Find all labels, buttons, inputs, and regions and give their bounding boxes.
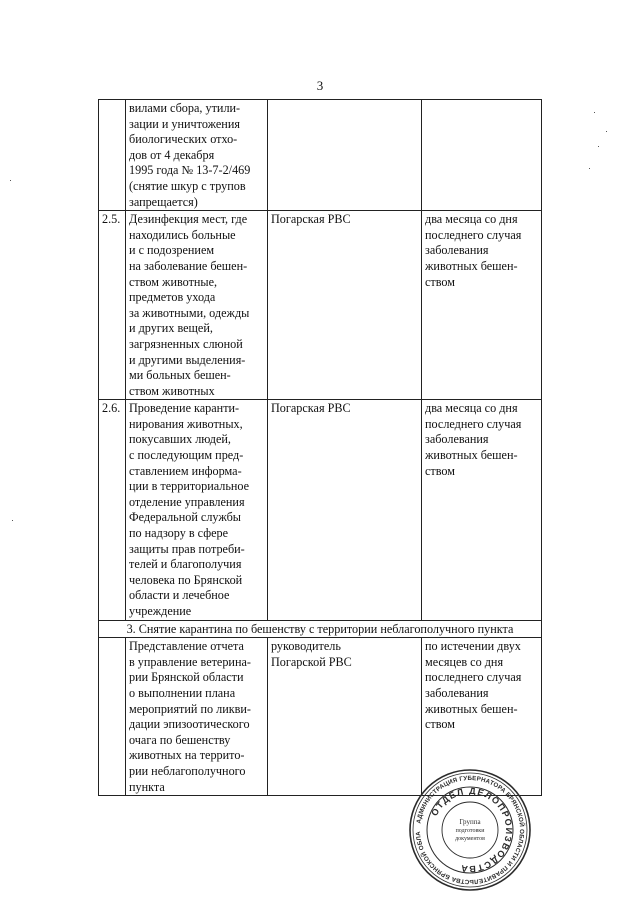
item-number: 2.6. — [99, 400, 126, 620]
seal-center-line: документов — [455, 836, 485, 842]
scan-speck — [10, 180, 11, 181]
seal-center-line: подготовки — [455, 828, 485, 834]
official-seal — [408, 768, 532, 892]
measures-table — [98, 99, 542, 796]
responsible-text: Погарская РВС — [268, 400, 422, 620]
action-text: Представление отчета в управление ветерина- рии Брянской области о выполнении плана мероприятий по ликви- дации эпизоотического очага по бешенству животных на террито- рии неблагополучного пункта — [126, 638, 268, 796]
item-number: 2.5. — [99, 211, 126, 400]
seal-center-line: Группа — [459, 818, 481, 826]
table-row — [99, 100, 542, 211]
action-text: Дезинфекция мест, где находились больные и с подозрением на заболевание бешен- ством животные, предметов ухода за животными, одежды и других вещей, загрязненных слюной и другими выделения- ми больных бешен- ством животных — [126, 211, 268, 400]
section-title: 3. Снятие карантина по бешенству с территории неблагополучного пункта — [99, 620, 542, 638]
action-text: Проведение каранти- нирования животных, покусавших людей, с последующим пред- ставлением информа- ции в территориальное отделение управления Федеральной службы по надзору в сфере защиты прав потреби- телей и благополучия человека по Брянской области и лечебное учреждение — [126, 400, 268, 620]
term-text: по истечении двух месяцев со дня последнего случая заболевания животных бешен- ством — [422, 638, 542, 796]
scan-speck — [12, 520, 13, 521]
scan-speck — [594, 112, 595, 113]
responsible-text: Погарская РВС — [268, 211, 422, 400]
responsible-text — [268, 100, 422, 211]
item-number — [99, 638, 126, 796]
item-number — [99, 100, 126, 211]
action-text: вилами сбора, утили- зации и уничтожения биологических отхо- дов от 4 декабря 1995 года № 13-7-2/469 (снятие шкур с трупов запрещается) — [126, 100, 268, 211]
page-number: 3 — [316, 78, 324, 93]
term-text: два месяца со дня последнего случая заболевания животных бешен- ством — [422, 211, 542, 400]
responsible-text: руководитель Погарской РВС — [268, 638, 422, 796]
term-text — [422, 100, 542, 211]
table-row — [99, 211, 542, 400]
term-text: два месяца со дня последнего случая заболевания животных бешен- ством — [422, 400, 542, 620]
scan-speck — [598, 146, 599, 147]
seal-department: ОТДЕЛ ДЕЛОПРОИЗВОДСТВА — [429, 785, 515, 875]
section-header-row — [99, 620, 542, 638]
seal-ring-text: АДМИНИСТРАЦИЯ ГУБЕРНАТОРА БРЯНСКОЙ ОБЛАСТИ И ПРАВИТЕЛЬСТВА БРЯНСКОЙ ОБЛА — [414, 774, 526, 886]
scan-speck — [589, 168, 590, 169]
table-row — [99, 400, 542, 620]
scan-speck — [606, 131, 607, 132]
